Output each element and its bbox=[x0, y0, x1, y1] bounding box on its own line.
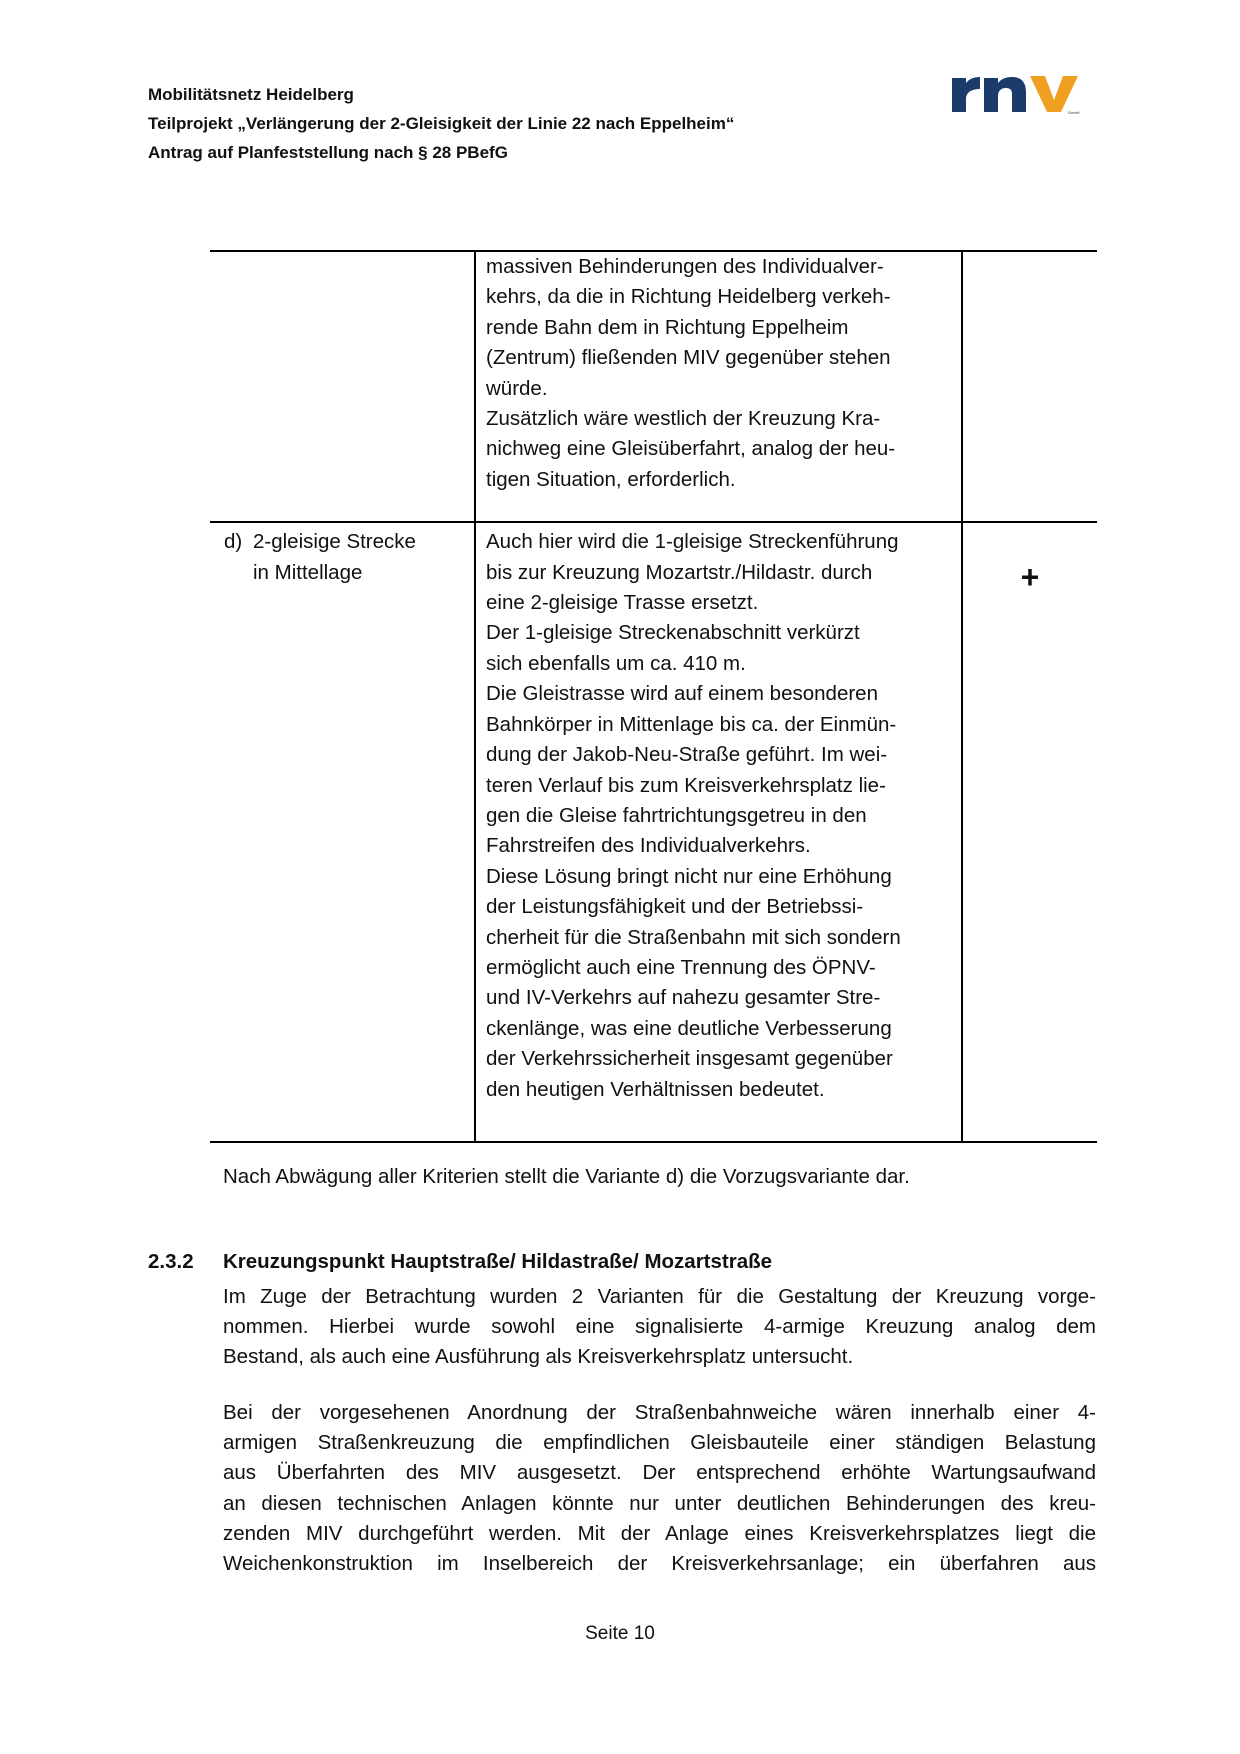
description-line: teren Verlauf bis zum Kreisverkehrsplatz lie- bbox=[486, 773, 886, 797]
svg-text:GmbH: GmbH bbox=[1068, 110, 1080, 115]
paragraph: Im Zuge der Betrachtung wurden 2 Varianten für die Gestaltung der Kreuzung vorge- nommen. Hierbei wurde sowohl eine signalisierte 4-armige Kreuzung analog dem Bestand, als auch eine Ausführung als Kreisverkehrsplatz untersucht. bbox=[223, 1285, 1096, 1369]
description-line: Der 1-gleisige Streckenabschnitt verkürzt bbox=[486, 621, 860, 645]
variant-letter: d) bbox=[224, 530, 243, 554]
description-line: würde. bbox=[486, 376, 548, 400]
rating-cell bbox=[963, 252, 1097, 521]
document-header bbox=[148, 80, 734, 167]
variant-name: 2-gleisige Strecke in Mittellage bbox=[253, 530, 416, 584]
description-line: Zusätzlich wäre westlich der Kreuzung Kra- bbox=[486, 407, 881, 431]
description-line: und IV-Verkehrs auf nahezu gesamter Stre- bbox=[486, 986, 881, 1010]
description-line: ermöglicht auch eine Trennung des ÖPNV- bbox=[486, 955, 876, 979]
description-line: gen die Gleise fahrtrichtungsgetreu in den bbox=[486, 803, 867, 827]
plus-rating-icon: + bbox=[1020, 559, 1040, 596]
description-line: Die Gleistrasse wird auf einem besonderen bbox=[486, 682, 878, 706]
table-row bbox=[210, 250, 1097, 521]
section-title: Kreuzungspunkt Hauptstraße/ Hildastraße/ Mozartstraße bbox=[223, 1250, 773, 1273]
description-line: eine 2-gleisige Trasse ersetzt. bbox=[486, 591, 759, 615]
page-number: Seite 10 bbox=[585, 1623, 655, 1644]
header-project-name: Mobilitätsnetz Heidelberg bbox=[148, 85, 354, 104]
variant-comparison-table bbox=[210, 250, 1097, 1143]
description-line: bis zur Kreuzung Mozartstr./Hildastr. durch bbox=[486, 560, 873, 584]
description-line: Diese Lösung bringt nicht nur eine Erhöhung bbox=[486, 864, 892, 888]
table-row bbox=[210, 521, 1097, 1143]
description-line: Fahrstreifen des Individualverkehrs. bbox=[486, 834, 811, 858]
description-cell bbox=[474, 252, 963, 521]
description-line: dung der Jakob-Neu-Straße geführt. Im wei- bbox=[486, 743, 888, 767]
description-line: Auch hier wird die 1-gleisige Streckenführung bbox=[486, 530, 899, 554]
paragraph: Bei der vorgesehenen Anordnung der Straßenbahnweiche wären innerhalb einer 4- armigen Straßenkreuzung die empfindlichen Gleisbauteile einer ständigen Belastung aus Überfahrten des MIV ausgesetzt. Der entsprechend erhöhte Wartungsaufwand an diesen technischen Anlagen könnte nur unter deutlichen Behinderungen des kreu- zenden MIV durchgeführt werden. Mit der Anlage eines Kreisverkehrsplatzes liegt die Weichenkonstruktion im Inselbereich der Kreisverkehrsanlage; ein überfahren aus bbox=[223, 1401, 1096, 1576]
description-line: der Verkehrssicherheit insgesamt gegenüber bbox=[486, 1047, 893, 1071]
section-number: 2.3.2 bbox=[148, 1250, 194, 1273]
rnv-logo-icon bbox=[950, 66, 1090, 116]
variant-name-cell bbox=[210, 523, 474, 1141]
header-subproject: Teilprojekt „Verlängerung der 2-Gleisigkeit der Linie 22 nach Eppelheim“ bbox=[148, 114, 735, 133]
description-line: massiven Behinderungen des Individualver- bbox=[486, 255, 884, 278]
rnv-logo bbox=[950, 66, 1090, 116]
summary-text: Nach Abwägung aller Kriterien stellt die Variante d) die Vorzugsvariante dar. bbox=[223, 1165, 910, 1188]
description-line: den heutigen Verhältnissen bedeutet. bbox=[486, 1077, 825, 1101]
description-line: rende Bahn dem in Richtung Eppelheim bbox=[486, 315, 849, 339]
header-application: Antrag auf Planfeststellung nach § 28 PBefG bbox=[148, 143, 508, 162]
description-line: Bahnkörper in Mittenlage bis ca. der Einmün- bbox=[486, 712, 897, 736]
description-line: cherheit für die Straßenbahn mit sich sondern bbox=[486, 925, 901, 949]
description-line: nichweg eine Gleisüberfahrt, analog der heu- bbox=[486, 437, 896, 461]
description-cell bbox=[474, 523, 963, 1141]
section-heading bbox=[148, 1247, 772, 1277]
variant-name-cell bbox=[210, 252, 474, 521]
description-line: der Leistungsfähigkeit und der Betriebssi- bbox=[486, 895, 864, 919]
description-line: kehrs, da die in Richtung Heidelberg verkeh- bbox=[486, 285, 891, 309]
description-line: tigen Situation, erforderlich. bbox=[486, 467, 736, 491]
description-line: ckenlänge, was eine deutliche Verbesserung bbox=[486, 1016, 892, 1040]
description-line: (Zentrum) fließenden MIV gegenüber stehen bbox=[486, 346, 891, 370]
rating-cell bbox=[963, 523, 1097, 1141]
description-line: sich ebenfalls um ca. 410 m. bbox=[486, 651, 746, 675]
